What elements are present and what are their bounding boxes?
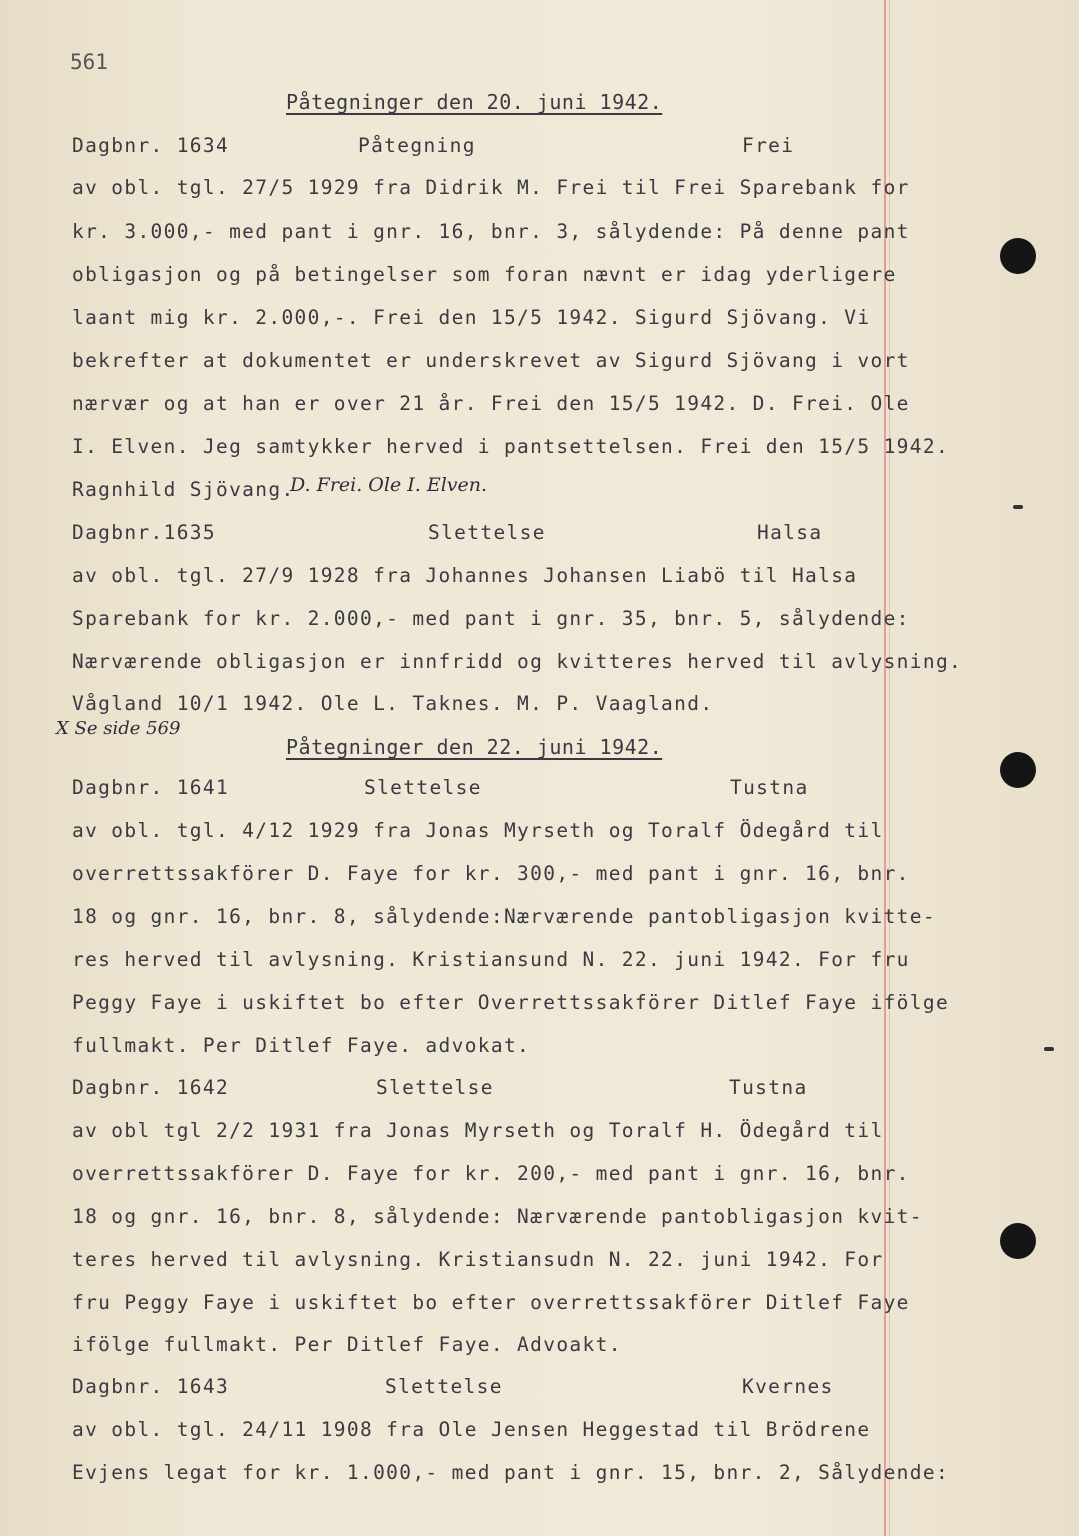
text-line: I. Elven. Jeg samtykker herved i pantsettelsen. Frei den 15/5 1942.	[72, 435, 950, 458]
dagbnr: Dagbnr. 1643	[72, 1375, 230, 1398]
text-line: Nærværende obligasjon er innfridd og kvitteres herved til avlysning.	[72, 650, 963, 673]
entry-type: Påtegning	[358, 134, 476, 157]
ink-mark	[1013, 505, 1023, 509]
dagbnr: Dagbnr. 1642	[72, 1076, 230, 1099]
text-line: res herved til avlysning. Kristiansund N. 22. juni 1942. For fru	[72, 948, 910, 971]
section-heading: Påtegninger den 22. juni 1942.	[286, 735, 663, 759]
text-line: obligasjon og på betingelser som foran nævnt er idag yderligere	[72, 263, 897, 286]
punch-hole	[1000, 752, 1036, 788]
entry-place: Halsa	[757, 521, 823, 544]
text-line: ifölge fullmakt. Per Ditlef Faye. Advoakt.	[72, 1333, 622, 1356]
punch-hole	[1000, 1223, 1036, 1259]
entry-place: Tustna	[730, 776, 809, 799]
text-line: fru Peggy Faye i uskiftet bo efter overrettssakförer Ditlef Faye	[72, 1291, 910, 1314]
entry-place: Tustna	[729, 1076, 808, 1099]
text-line: av obl. tgl. 27/5 1929 fra Didrik M. Frei til Frei Sparebank for	[72, 176, 910, 199]
entry-header	[72, 1076, 872, 1104]
text-line: av obl tgl 2/2 1931 fra Jonas Myrseth og Toralf H. Ödegård til	[72, 1119, 884, 1142]
text-line: 18 og gnr. 16, bnr. 8, sålydende:Nærværende pantobligasjon kvitte-	[72, 905, 936, 928]
entry-type: Slettelse	[364, 776, 482, 799]
text-line: av obl. tgl. 24/11 1908 fra Ole Jensen Heggestad til Brödrene	[72, 1418, 871, 1441]
entry-place: Kvernes	[742, 1375, 834, 1398]
handwritten-note: X Se side 569	[56, 718, 181, 739]
entry-place: Frei	[742, 134, 795, 157]
dagbnr: Dagbnr. 1641	[72, 776, 230, 799]
dagbnr: Dagbnr.1635	[72, 521, 216, 544]
text-line: bekrefter at dokumentet er underskrevet av Sigurd Sjövang i vort	[72, 349, 910, 372]
entry-type: Slettelse	[376, 1076, 494, 1099]
ink-mark	[1044, 1047, 1054, 1051]
punch-hole	[1000, 238, 1036, 274]
section-heading: Påtegninger den 20. juni 1942.	[286, 90, 663, 114]
text-line: av obl. tgl. 4/12 1929 fra Jonas Myrseth og Toralf Ödegård til	[72, 819, 884, 842]
text-line: Vågland 10/1 1942. Ole L. Taknes. M. P. Vaagland.	[72, 692, 714, 715]
entry-header	[72, 134, 872, 162]
text-line: teres herved til avlysning. Kristiansudn N. 22. juni 1942. For	[72, 1248, 884, 1271]
text-line: Sparebank for kr. 2.000,- med pant i gnr. 35, bnr. 5, sålydende:	[72, 607, 910, 630]
text-line: Evjens legat for kr. 1.000,- med pant i gnr. 15, bnr. 2, Sålydende:	[72, 1461, 950, 1484]
handwritten-signature: D. Frei. Ole I. Elven.	[290, 474, 488, 496]
text-line: overrettssakförer D. Faye for kr. 200,- med pant i gnr. 16, bnr.	[72, 1162, 910, 1185]
dagbnr: Dagbnr. 1634	[72, 134, 230, 157]
text-line: laant mig kr. 2.000,-. Frei den 15/5 1942. Sigurd Sjövang. Vi	[72, 306, 871, 329]
text-line: overrettssakförer D. Faye for kr. 300,- med pant i gnr. 16, bnr.	[72, 862, 910, 885]
text-line: kr. 3.000,- med pant i gnr. 16, bnr. 3, sålydende: På denne pant	[72, 220, 910, 243]
text-line: Peggy Faye i uskiftet bo efter Overrettssakförer Ditlef Faye ifölge	[72, 991, 950, 1014]
text-line: 18 og gnr. 16, bnr. 8, sålydende: Nærværende pantobligasjon kvit-	[72, 1205, 923, 1228]
entry-type: Slettelse	[428, 521, 546, 544]
text-line: nærvær og at han er over 21 år. Frei den 15/5 1942. D. Frei. Ole	[72, 392, 910, 415]
text-line: Ragnhild Sjövang.	[72, 478, 295, 501]
entry-type: Slettelse	[385, 1375, 503, 1398]
text-line: av obl. tgl. 27/9 1928 fra Johannes Johansen Liabö til Halsa	[72, 564, 858, 587]
text-line: fullmakt. Per Ditlef Faye. advokat.	[72, 1034, 531, 1057]
entry-header	[72, 1375, 872, 1403]
page-number: 561	[70, 50, 108, 74]
entry-header	[72, 521, 872, 549]
entry-header	[72, 776, 872, 804]
